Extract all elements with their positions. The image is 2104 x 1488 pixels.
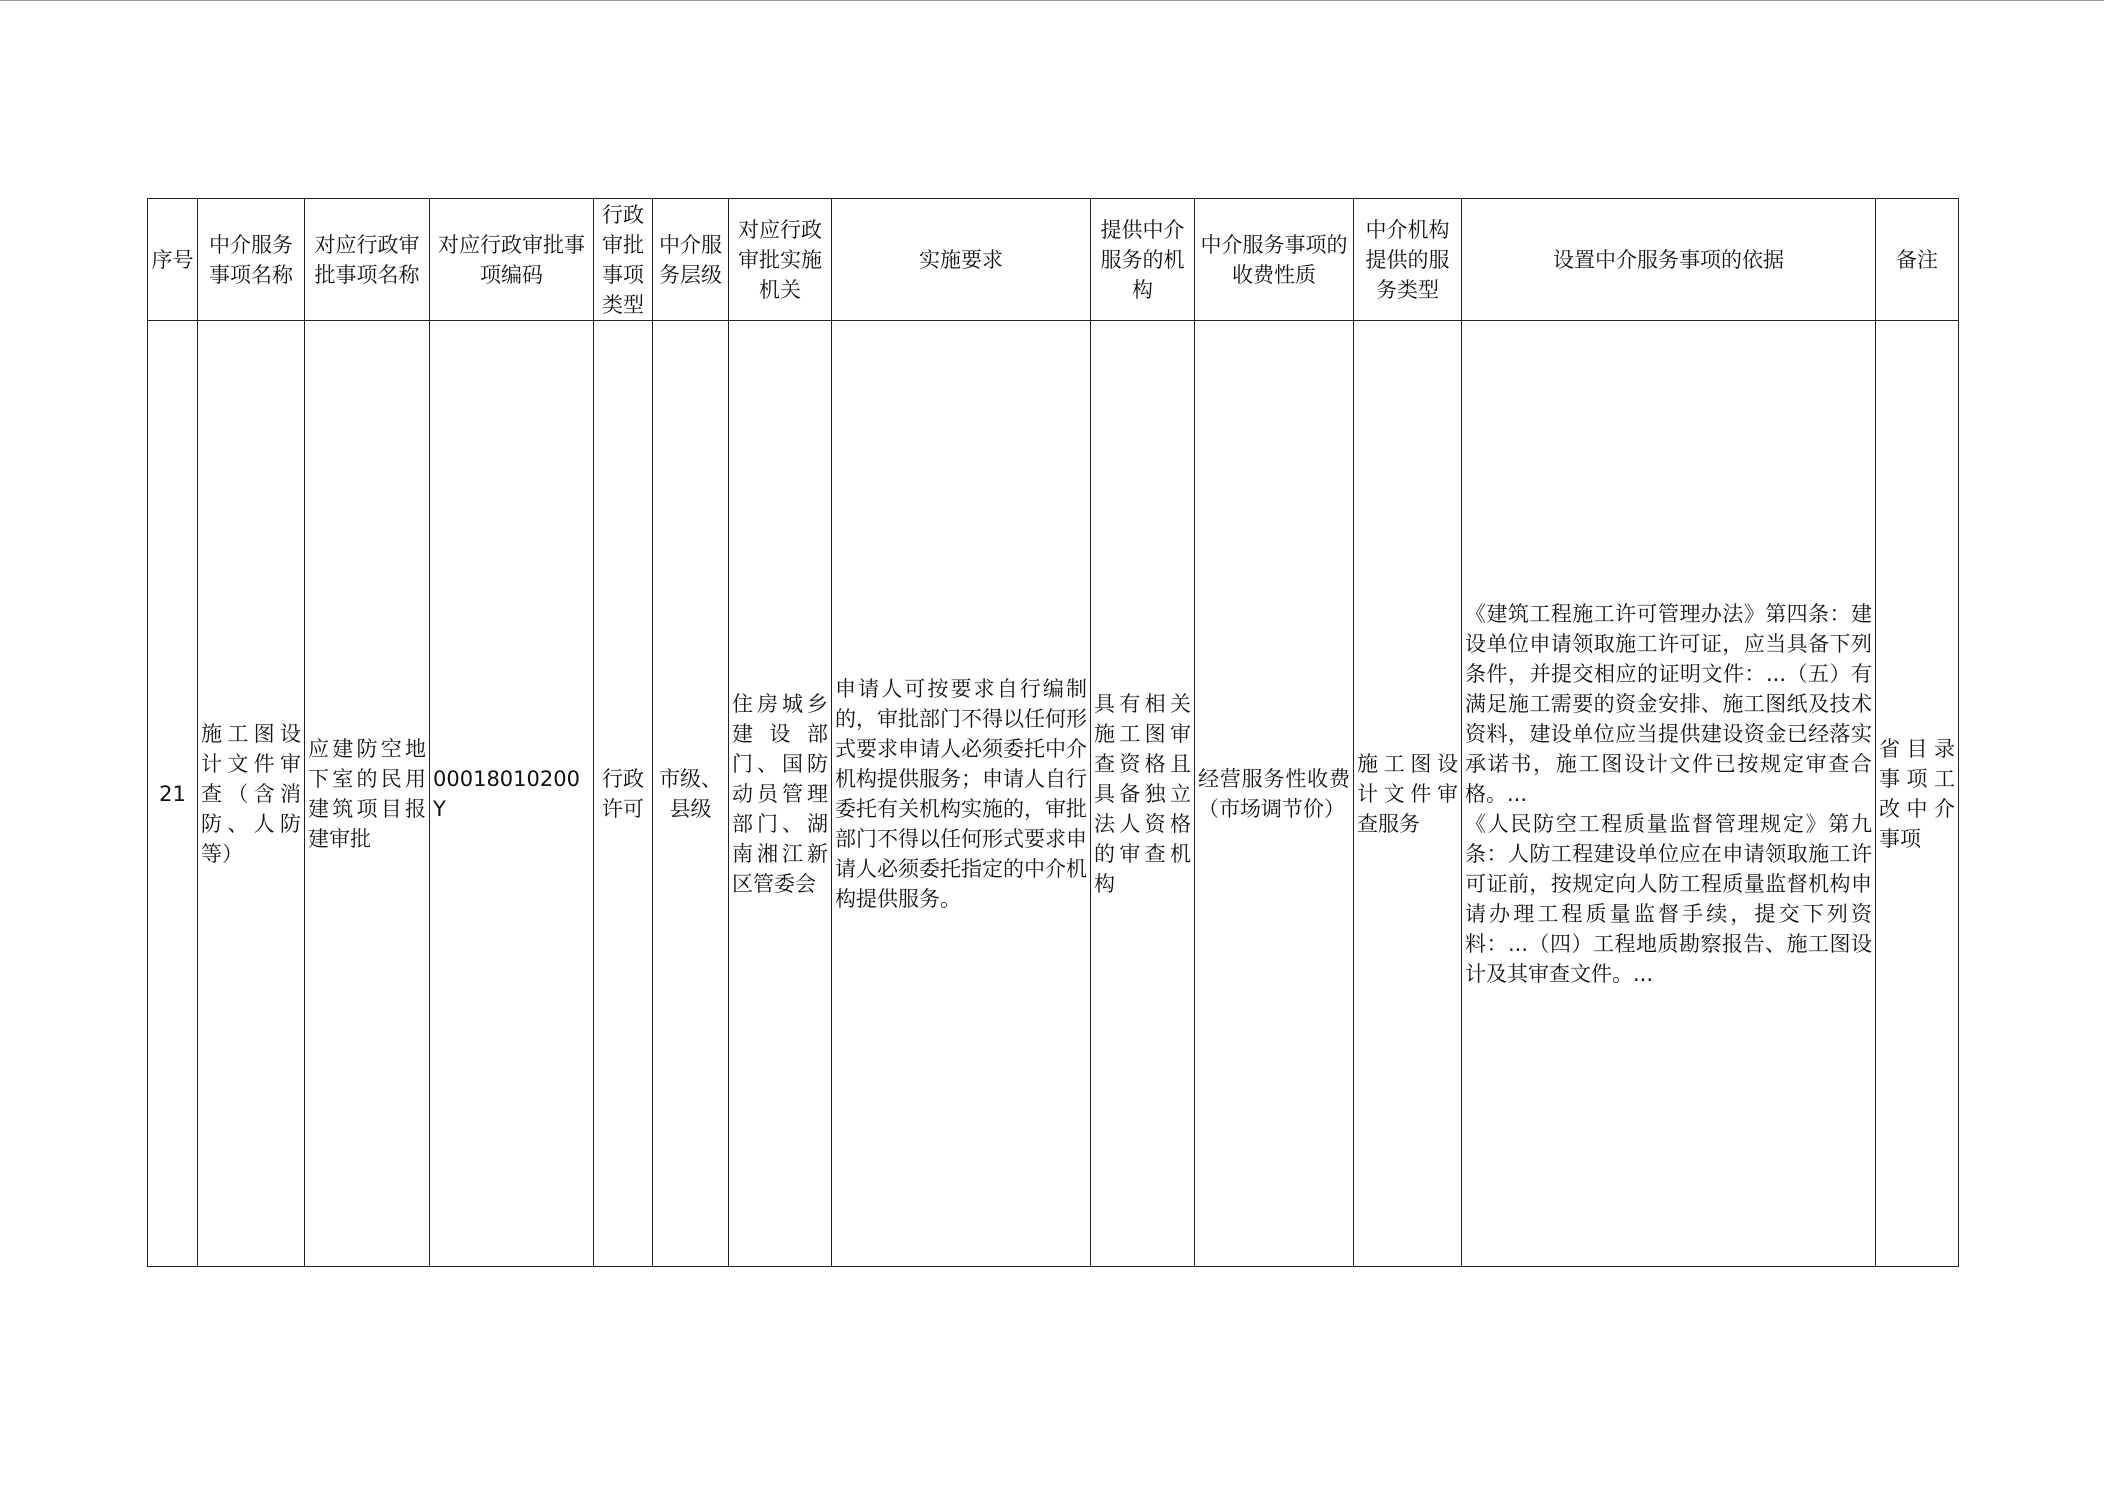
- table-row: [148, 321, 1959, 1267]
- header-service-level: 中介服务层级: [653, 199, 729, 321]
- header-basis: 设置中介服务事项的依据: [1462, 199, 1876, 321]
- header-remarks: 备注: [1876, 199, 1959, 321]
- cell-approval-code: 00018010200Y: [430, 321, 594, 1267]
- cell-service-level: 市级、县级: [653, 321, 729, 1267]
- cell-provider: 具有相关施工图审查资格且具备独立法人资格的审查机构: [1091, 321, 1195, 1267]
- cell-fee-nature: 经营服务性收费（市场调节价）: [1195, 321, 1354, 1267]
- header-service-name: 中介服务事项名称: [198, 199, 305, 321]
- header-fee-nature: 中介服务事项的收费性质: [1195, 199, 1354, 321]
- cell-basis: [1462, 321, 1876, 1267]
- basis-paragraph-civil-defense: 《人民防空工程质量监督管理规定》第九条：人防工程建设单位应在申请领取施工许可证前，按规定向人防工程质量监督机构申请办理工程质量监督手续，提交下列资料：...（四）工程地质勘察报告、施工图设计及其审查文件。...: [1465, 811, 1872, 986]
- cell-seq: 21: [148, 321, 198, 1267]
- header-service-type: 中介机构提供的服务类型: [1354, 199, 1462, 321]
- header-approval-code: 对应行政审批事项编码: [430, 199, 594, 321]
- cell-approval-name: 应建防空地下室的民用建筑项目报建审批: [305, 321, 430, 1267]
- cell-service-type: 施工图设计文件审查服务: [1354, 321, 1462, 1267]
- cell-remarks: 省目录事项工改中介事项: [1876, 321, 1959, 1267]
- header-approval-agency: 对应行政审批实施机关: [729, 199, 832, 321]
- cell-service-name: 施工图设计文件审查（含消防、人防等）: [198, 321, 305, 1267]
- page-top-border: [0, 0, 2104, 1]
- cell-approval-agency: 住房城乡建设部门、国防动员管理部门、湖南湘江新区管委会: [729, 321, 832, 1267]
- header-approval-name: 对应行政审批事项名称: [305, 199, 430, 321]
- table-header-row: [148, 199, 1959, 321]
- header-requirements: 实施要求: [832, 199, 1091, 321]
- header-approval-type: 行政审批事项类型: [594, 199, 653, 321]
- basis-paragraph-construction-permit: 《建筑工程施工许可管理办法》第四条：建设单位申请领取施工许可证，应当具备下列条件，并提交相应的证明文件：...（五）有满足施工需要的资金安排、施工图纸及技术资料，建设单位应当提供建设资金已经落实承诺书，施工图设计文件已按规定审查合格。...: [1465, 601, 1872, 806]
- intermediary-service-table: [147, 198, 1959, 1267]
- cell-requirements: 申请人可按要求自行编制的，审批部门不得以任何形式要求申请人必须委托中介机构提供服务；申请人自行委托有关机构实施的，审批部门不得以任何形式要求申请人必须委托指定的中介机构提供服务。: [832, 321, 1091, 1267]
- cell-approval-type: 行政许可: [594, 321, 653, 1267]
- header-seq: 序号: [148, 199, 198, 321]
- header-provider: 提供中介服务的机构: [1091, 199, 1195, 321]
